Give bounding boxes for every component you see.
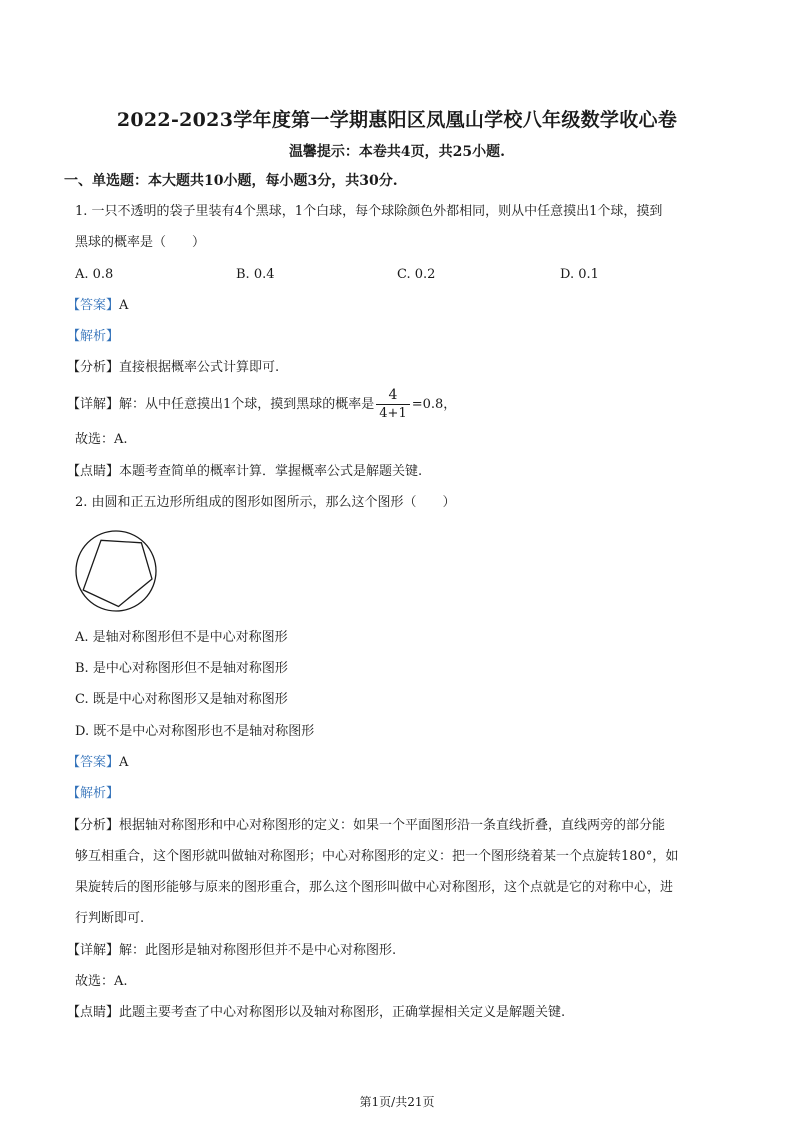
q1-option-a: A. 0.8 [75, 267, 114, 282]
q1-guxuan: 故选：A. [75, 432, 128, 447]
q1-option-d: D. 0.1 [560, 267, 599, 282]
page-notice: 温馨提示：本卷共4页，共25小题. [288, 144, 506, 160]
answer-tag: 【答案】 [67, 298, 120, 313]
q2-fenxi-line3: 果旋转后的图形能够与原来的图形重合，那么这个图形叫做中心对称图形，这个点就是它的对称中心，进 [75, 880, 674, 895]
page-title: 2022-2023学年度第一学期惠阳区凤凰山学校八年级数学收心卷 [116, 109, 678, 131]
q1-option-c: C. 0.2 [397, 267, 436, 282]
q2-xiangjie: 【详解】解：此图形是轴对称图形但并不是中心对称图形. [67, 943, 397, 958]
q1-answer [67, 298, 128, 314]
q1-xiangjie [67, 386, 456, 424]
q2-option-c: C. 既是中心对称图形又是轴对称图形 [75, 692, 288, 707]
q2-fenxi-line2: 够互相重合，这个图形就叫做轴对称图形；中心对称图形的定义：把一个图形绕着某一个点旋转180°，如 [75, 849, 679, 864]
q1-analysis-tag: 【解析】 [67, 329, 120, 344]
q2-answer [67, 755, 128, 771]
q2-option-b: B. 是中心对称图形但不是轴对称图形 [75, 661, 288, 676]
probability-fraction [376, 387, 409, 422]
figure-pentagon [83, 540, 152, 606]
answer-value: A [119, 755, 129, 770]
answer-tag: 【答案】 [67, 755, 120, 770]
q2-guxuan: 故选：A. [75, 974, 128, 989]
q2-option-d: D. 既不是中心对称图形也不是轴对称图形 [75, 724, 315, 739]
q1-fenxi: 【分析】直接根据概率公式计算即可. [67, 360, 280, 375]
q2-fenxi-line1: 【分析】根据轴对称图形和中心对称图形的定义：如果一个平面图形沿一条直线折叠，直线两旁的部分能 [67, 818, 666, 833]
circle-pentagon-figure [74, 529, 160, 615]
q2-fenxi-line4: 行判断即可. [75, 911, 145, 926]
q1-stem-line1: 1. 一只不透明的袋子里装有4个黑球，1个白球，每个球除颜色外都相同，则从中任意摸出1个球，摸到 [75, 204, 663, 219]
fraction-numerator: 4 [388, 387, 398, 403]
q1-xiangjie-result: =0.8， [411, 397, 457, 412]
q2-stem: 2. 由圆和正五边形所组成的图形如图所示，那么这个图形（ ） [75, 495, 456, 510]
q1-option-b: B. 0.4 [236, 267, 275, 282]
page-footer: 第1页/共21页 [359, 1095, 435, 1109]
fraction-denominator: 4+1 [376, 404, 409, 422]
q1-stem-line2: 黑球的概率是（ ） [75, 235, 206, 250]
q2-dianjing: 【点睛】此题主要考查了中心对称图形以及轴对称图形，正确掌握相关定义是解题关键. [67, 1005, 566, 1020]
answer-value: A [119, 298, 129, 313]
q1-dianjing: 【点睛】本题考查简单的概率计算．掌握概率公式是解题关键. [67, 464, 423, 479]
q2-option-a: A. 是轴对称图形但不是中心对称图形 [75, 630, 288, 645]
q1-xiangjie-text: 【详解】解：从中任意摸出1个球，摸到黑球的概率是 [67, 397, 375, 412]
figure-circle [76, 531, 156, 611]
q2-analysis-tag: 【解析】 [67, 786, 120, 801]
section-heading: 一、单选题：本大题共10小题，每小题3分，共30分. [64, 173, 398, 189]
